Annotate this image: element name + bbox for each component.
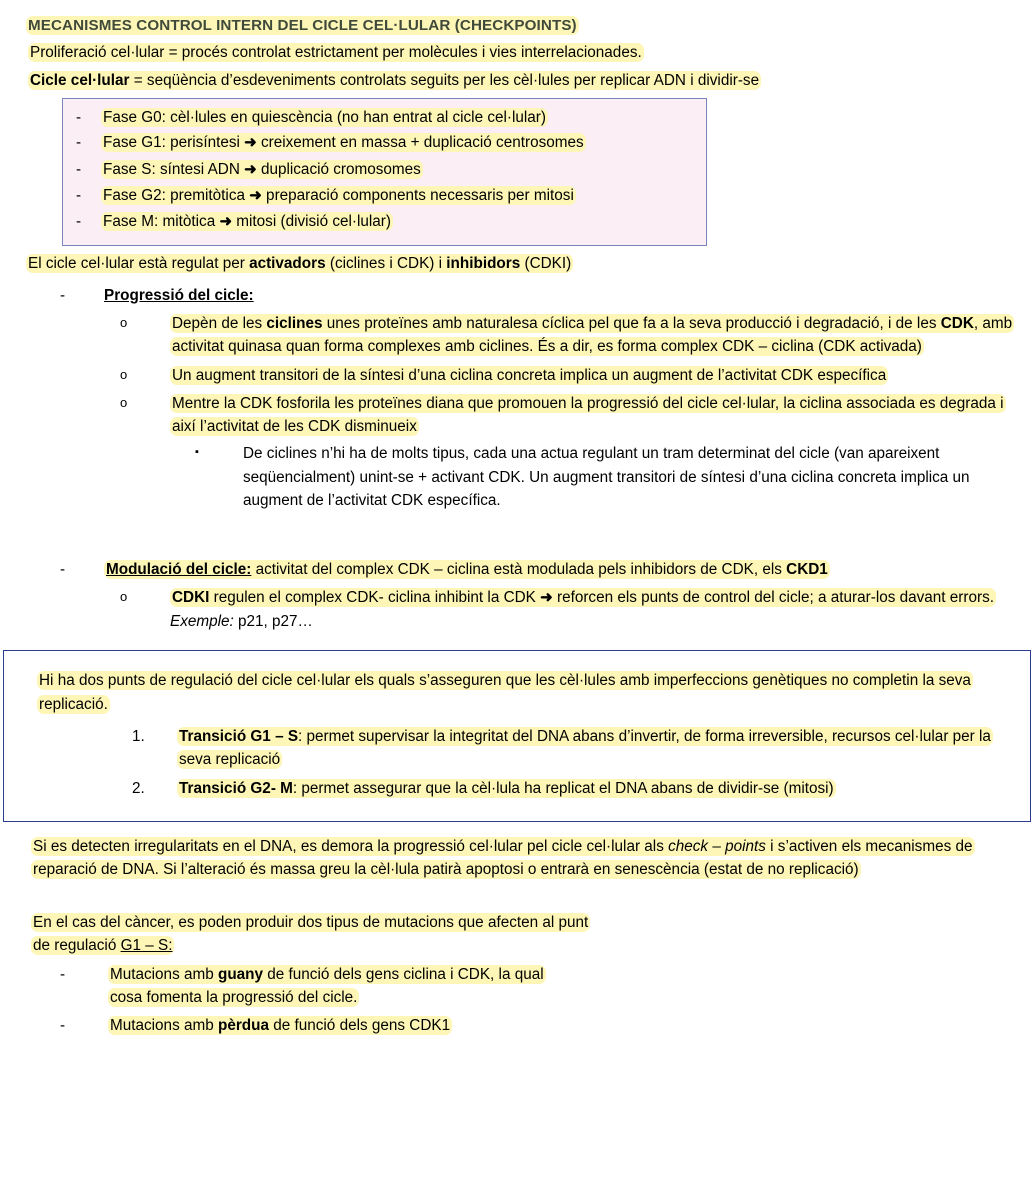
cancer-1-seg-b: de funció dels gens ciclina i CDK, la qual cosa fomenta la progressió del cicle.	[110, 965, 544, 1006]
check-points-italic: check – points	[668, 837, 766, 855]
modulation-text-b: reforcen els punts de control del cicle; a aturar-los davant errors.	[552, 589, 994, 607]
checkpoint-item-1-rest: : permet supervisar la integritat del DNA abans d’invertir, de forma irreversible, recursos cel·lular per la seva replicació	[179, 727, 991, 769]
list-marker-circle: o	[120, 315, 128, 331]
progression-sub-bullet	[195, 442, 1036, 512]
phase-item-g1	[63, 131, 706, 155]
list-marker: -	[76, 160, 82, 178]
phase-item-g2	[63, 184, 706, 208]
phase-box	[62, 98, 707, 246]
progression-heading-row	[60, 284, 1036, 307]
list-marker-square: ▪	[195, 446, 199, 459]
cancer-item-1-text	[108, 963, 578, 1010]
cicle-cellular-bold: Cicle cel·lular	[30, 72, 130, 90]
list-marker: -	[60, 1017, 66, 1035]
document-page	[0, 14, 1036, 1185]
bullet1-seg-a: Depèn de les	[172, 315, 267, 333]
list-marker-circle: o	[120, 366, 128, 382]
cancer-intro-a: En el cas del càncer, es poden produir dos tipus de mutacions que afecten al punt de regulació	[33, 914, 589, 955]
phase-desc-g0: cèl·lules en quiescència (no han entrat al cicle cel·lular)	[165, 108, 546, 126]
cancer-1-seg-a: Mutacions amb	[110, 965, 218, 983]
phase-desc-g1: perisíntesi	[165, 134, 245, 152]
progression-bullet-2	[120, 364, 1036, 387]
modulation-text-a: regulen el complex CDK- ciclina inhibint la CDK	[209, 589, 541, 607]
list-marker: -	[76, 134, 82, 152]
modulation-heading-rest: activitat del complex CDK – ciclina està modulada pels inhibidors de CDK, els	[251, 561, 787, 579]
g1-s-underline: G1 – S:	[120, 937, 173, 955]
list-marker: -	[60, 286, 66, 304]
modulation-bullet	[120, 586, 1036, 633]
cancer-2-seg-b: de funció dels gens CDK1	[268, 1017, 451, 1035]
modulation-heading: Modulació del cicle:	[106, 561, 252, 579]
phase-after-arrow-g2: preparació components necessaris per mitosi	[261, 186, 574, 204]
phase-label-s: Fase S:	[103, 160, 156, 178]
intro-line-1	[28, 41, 1036, 64]
ciclines-bold: ciclines	[266, 315, 323, 333]
exemple-italic: Exemple:	[170, 613, 234, 631]
checkpoint-item-1	[132, 725, 1000, 772]
modulation-bullet-text	[170, 586, 1015, 633]
checkpoint-item-2-text	[177, 777, 1000, 800]
checkpoint-item-2	[132, 777, 1000, 800]
perdua-bold: pèrdua	[217, 1017, 269, 1035]
arrow-icon: ➜	[249, 186, 262, 204]
regulation-part-2: (ciclines i CDK) i	[325, 254, 447, 272]
cancer-item-1	[60, 963, 1036, 1010]
post-box-paragraph	[31, 835, 1006, 882]
progression-bullet-2-text	[170, 364, 1015, 387]
list-marker: -	[76, 186, 82, 204]
arrow-icon: ➜	[244, 134, 257, 152]
list-marker: -	[76, 108, 82, 126]
list-marker-circle: o	[120, 394, 128, 410]
progression-sub-bullet-text: De ciclines n’hi ha de molts tipus, cada una actua regulant un tram determinat del cicle (van apareixent seqüencialment) unint-se + activant CDK. Un augment transitori de síntesi d’una ciclina concreta implica un augment de l’activitat CDK específica.	[243, 445, 970, 509]
checkpoint-item-1-text	[177, 725, 1000, 772]
regulation-part-3: (CDKI)	[520, 254, 572, 272]
regulation-part-1: El cicle cel·lular està regulat per	[28, 254, 250, 272]
progression-heading: Progressió del cicle:	[104, 286, 254, 304]
bullet1-seg-e: , amb activitat quinasa quan forma complexes amb ciclines. És a dir, es forma complex CDK – ciclina (CDK activada)	[172, 315, 1013, 356]
list-marker-number: 2.	[132, 780, 145, 798]
list-marker-circle: o	[120, 589, 128, 605]
progression-bullet-3-text	[170, 392, 1015, 439]
page-title-text: MECANISMES CONTROL INTERN DEL CICLE CEL·LULAR (CHECKPOINTS)	[28, 17, 577, 34]
progression-bullet-1	[120, 312, 1036, 359]
phase-label-g2: Fase G2:	[103, 186, 166, 204]
phase-after-arrow-s: duplicació cromosomes	[256, 160, 421, 178]
phase-item-g0	[63, 106, 706, 129]
phase-label-g1: Fase G1:	[103, 134, 166, 152]
intro-line-1-text: Proliferació cel·lular = procés controlat estrictament per molècules i vies interrelacionades.	[30, 44, 642, 62]
bullet3-text: Mentre la CDK fosforila les proteïnes diana que promouen la progressió del cicle cel·lular, la ciclina associada es degrada i així l’activitat de les CDK disminueix	[172, 394, 1004, 436]
phase-item-text	[101, 131, 706, 155]
post-box-part-2: i s’activen els mecanismes de reparació de DNA. Si l’alteració és massa greu la cèl·lula patirà apoptosi o entrarà en senescència (estat de no replicació)	[33, 837, 973, 878]
arrow-icon: ➜	[244, 160, 257, 178]
cdk-bold: CDK	[940, 315, 974, 333]
progression-bullet-3	[120, 392, 1036, 439]
bullet1-seg-c: unes proteïnes amb naturalesa cíclica pel que fa a la seva producció i degradació, i de les	[322, 315, 941, 333]
phase-item-text	[101, 210, 706, 234]
checkpoint-item-2-rest: : permet assegurar que la cèl·lula ha replicat el DNA abans de dividir-se (mitosi)	[292, 780, 834, 798]
modulation-heading-text	[104, 558, 1036, 581]
arrow-icon: ➜	[540, 589, 553, 607]
progression-bullet-1-text	[170, 312, 1015, 359]
phase-desc-m: mitòtica	[158, 213, 220, 231]
cancer-paragraph	[31, 911, 591, 958]
regulation-line	[26, 252, 1036, 275]
activadors-bold: activadors	[249, 254, 326, 272]
transicio-g1-s-bold: Transició G1 – S	[179, 727, 299, 745]
phase-item-text	[101, 184, 706, 208]
list-marker: -	[60, 965, 66, 983]
ckd1-bold: CKD1	[786, 561, 828, 579]
phase-label-g0: Fase G0:	[103, 108, 166, 126]
modulation-text-c: p21, p27…	[233, 613, 313, 631]
arrow-icon: ➜	[219, 213, 233, 231]
inhibidors-bold: inhibidors	[446, 254, 521, 272]
list-marker-number: 1.	[132, 727, 145, 745]
page-title	[26, 14, 1036, 37]
phase-desc-g2: premitòtica	[165, 186, 250, 204]
phase-item-text	[101, 158, 706, 182]
guany-bold: guany	[217, 965, 264, 983]
phase-after-arrow-g1: creixement en massa + duplicació centrosomes	[256, 134, 584, 152]
list-marker: -	[76, 213, 82, 231]
bullet2-text: Un augment transitori de la síntesi d’una ciclina concreta implica un augment de l’activitat CDK específica	[172, 366, 887, 384]
cdki-bold: CDKI	[172, 589, 210, 607]
phase-label-m: Fase M:	[103, 213, 159, 231]
modulation-heading-row	[60, 558, 1036, 581]
intro-line-2	[28, 69, 1036, 92]
phase-after-arrow-m: mitosi (divisió cel·lular)	[232, 213, 391, 231]
phase-item-text	[101, 106, 706, 129]
intro-line-2-rest: = seqüència d’esdeveniments controlats seguits per les cèl·lules per replicar ADN i dividir-se	[129, 72, 760, 90]
transicio-g2-m-bold: Transició G2- M	[179, 780, 293, 798]
post-box-part-1: Si es detecten irregularitats en el DNA, es demora la progressió cel·lular pel cicle cel·lular als	[33, 837, 669, 855]
phase-item-s	[63, 158, 706, 182]
checkpoint-box-intro	[37, 669, 1000, 716]
checkpoint-intro-text: Hi ha dos punts de regulació del cicle cel·lular els quals s’asseguren que les cèl·lules amb imperfeccions genètiques no completin la seva replicació.	[39, 672, 971, 713]
checkpoint-box	[3, 650, 1031, 821]
cancer-item-2-text	[108, 1014, 578, 1037]
phase-item-m	[63, 210, 706, 234]
cancer-2-seg-a: Mutacions amb	[110, 1017, 218, 1035]
cancer-item-2	[60, 1014, 1036, 1037]
phase-desc-s: síntesi ADN	[155, 160, 245, 178]
list-marker: -	[60, 561, 66, 579]
